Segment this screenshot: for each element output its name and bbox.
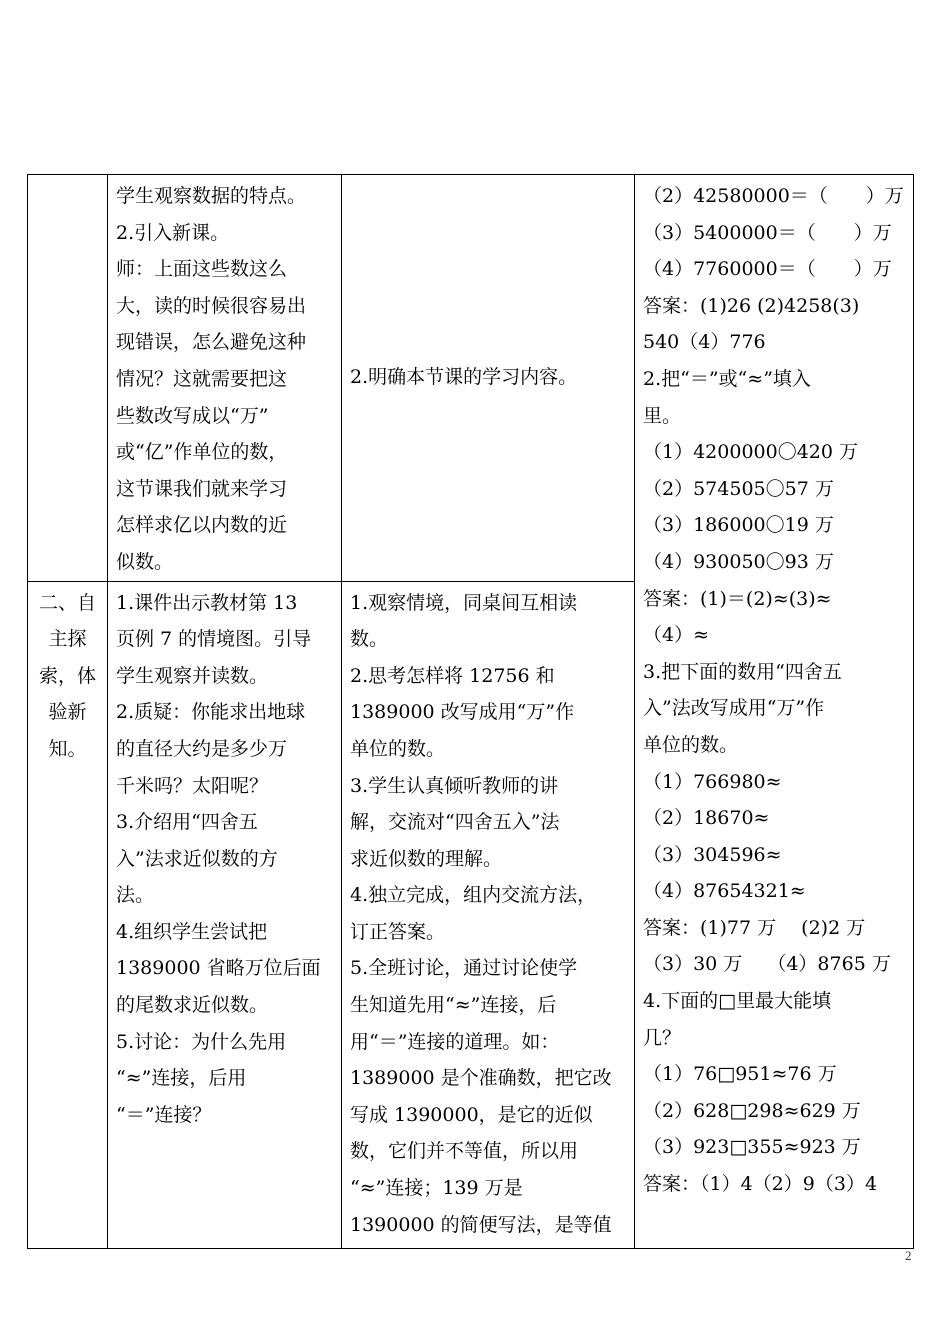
text-line: 2.引入新课。 [116,221,230,244]
exercise-line: （2）18670≈ [643,807,770,830]
stage-cell-empty [28,175,108,582]
exercise-line: （1）766980≈ [643,770,782,793]
text-line: 的直径大约是多少万 [116,737,288,760]
exercise-line: （4）≈ [643,624,710,647]
lesson-plan-table [27,174,914,1249]
text-line: 现错误，怎么避免这种 [116,331,307,354]
text-line: 似数。 [116,550,174,573]
text-line: 师：上面这些数这么 [116,258,288,281]
text-line: 5.讨论：为什么先用 [116,1030,287,1053]
page-number: 2 [905,1248,912,1263]
stage-label-line: 二、自 [38,591,96,614]
exercise-line: （3）923□355≈923 万 [643,1136,861,1159]
exercise-line: （4）7760000＝（ ）万 [643,258,892,281]
student-activity-cell [342,175,635,582]
exercise-line: （3）30 万 （4）8765 万 [643,953,891,976]
exercise-line: 答案：(1)＝(2)≈(3)≈ [643,587,832,610]
text-line: 1.课件出示教材第 13 [116,591,298,614]
text-line: “＝”连接？ [116,1103,212,1126]
text-line: 4.独立完成，组内交流方法， [350,884,597,907]
text-line: 用“＝”连接的道理。如： [350,1030,560,1053]
stage-cell [28,581,108,1248]
text-line: 数。 [350,628,389,651]
exercise-line: （3）304596≈ [643,843,782,866]
exercise-line: （4）930050〇93 万 [643,550,834,573]
student-activity-text: 2.明确本节课的学习内容。 [350,365,578,388]
text-line: 学生观察数据的特点。 [116,185,307,207]
text-line: 3.介绍用“四舍五 [116,811,258,834]
text-line: 千米吗？太阳呢？ [116,774,269,797]
text-line: 1389000 改写成用“万”作 [350,701,575,724]
exercise-line: 单位的数。 [643,733,739,756]
text-line: 怎样求亿以内数的近 [116,514,288,537]
text-line: “≈”连接；139 万是 [350,1177,523,1200]
text-line: 生知道先用“≈”连接，后 [350,994,557,1017]
text-line: 求近似数的理解。 [350,847,503,870]
stage-label-line: 验新 [48,701,87,724]
text-line: 这节课我们就来学习 [116,477,288,500]
exercise-line: 答案：（1）4（2）9（3）4 [643,1173,878,1196]
teacher-activity-cell [108,175,342,582]
text-line: 学生观察并读数。 [116,664,269,687]
table-row [28,175,914,582]
exercise-line: 540（4）776 [643,331,766,354]
text-line: 1389000 是个准确数，把它改 [350,1067,612,1090]
text-line: 些数改写成以“万” [116,404,269,427]
text-line: 5.全班讨论，通过讨论使学 [350,957,578,980]
text-line: 单位的数。 [350,737,446,760]
exercise-line: （2）628□298≈629 万 [643,1099,861,1122]
exercise-line: 入”法改写成用“万”作 [643,697,825,720]
exercise-line: 答案：(1)77 万 (2)2 万 [643,916,866,939]
text-line: 入”法求近似数的方 [116,847,278,870]
text-line: 解，交流对“四舍五入”法 [350,811,560,834]
exercise-line: 答案：(1)26 (2)4258(3) [643,294,860,317]
text-line: 大，读的时候很容易出 [116,294,307,317]
text-line: “≈”连接，后用 [116,1067,247,1090]
text-line: 情况？这就需要把这 [116,367,288,390]
exercise-line: 3.把下面的数用“四舍五 [643,660,842,683]
text-line: 1390000 的简便写法，是等值 [350,1213,612,1236]
exercise-line: （4）87654321≈ [643,880,806,903]
exercise-cell [635,175,914,1249]
text-line: 订正答案。 [350,920,446,943]
teacher-activity-cell [108,581,342,1248]
exercise-line: （2）574505〇57 万 [643,477,834,500]
exercise-line: （3）5400000＝（ ）万 [643,221,892,244]
text-line: 2.质疑：你能求出地球 [116,701,306,724]
text-line: 1389000 省略万位后面 [116,957,321,980]
text-line: 数，它们并不等值，所以用 [350,1140,579,1163]
text-line: 3.学生认真倾听教师的讲 [350,774,559,797]
exercise-line: （1）4200000〇420 万 [643,441,859,464]
text-line: 2.思考怎样将 12756 和 [350,664,555,687]
exercise-line: （1）76□951≈76 万 [643,1063,837,1086]
exercise-line: 几？ [643,1026,682,1049]
text-line: 页例 7 的情境图。引导 [116,628,312,651]
student-activity-cell [342,581,635,1248]
stage-label-line: 主探 [48,628,87,651]
stage-label-line: 索，体 [38,664,96,687]
exercise-line: 里。 [643,404,682,427]
stage-label-line: 知。 [48,737,87,760]
text-line: 4.组织学生尝试把 [116,920,268,943]
exercise-line: 2.把“＝”或“≈”填入 [643,367,811,390]
exercise-line: （2）42580000＝（ ）万 [643,185,904,207]
text-line: 法。 [116,884,155,907]
exercise-line: 4.下面的□里最大能填 [643,990,832,1013]
text-line: 的尾数求近似数。 [116,994,269,1017]
text-line: 1.观察情境，同桌间互相读 [350,591,578,614]
exercise-line: （3）186000〇19 万 [643,514,834,537]
text-line: 或“亿”作单位的数， [116,441,288,464]
text-line: 写成 1390000，是它的近似 [350,1103,593,1126]
